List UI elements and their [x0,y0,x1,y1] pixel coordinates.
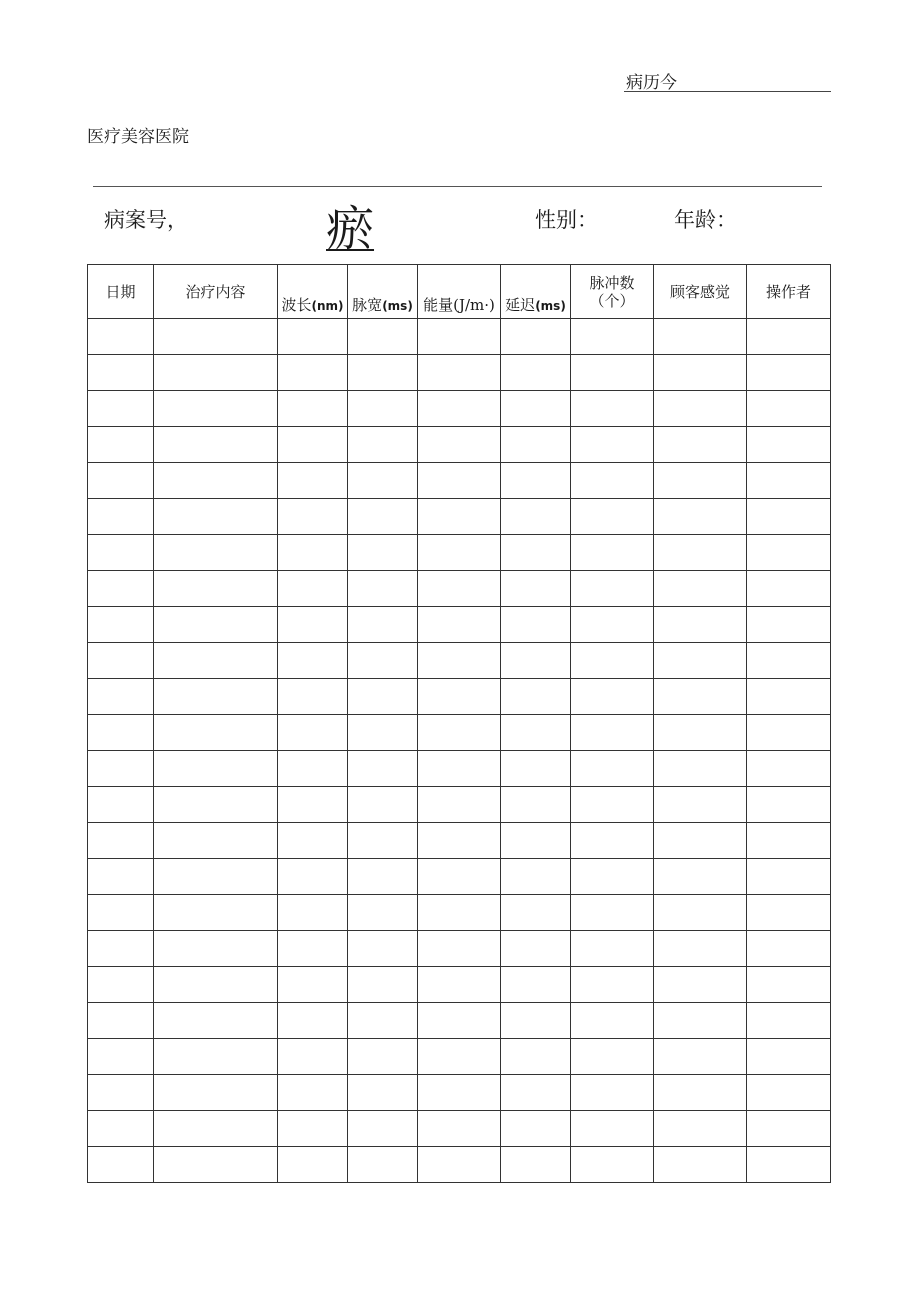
table-cell[interactable] [278,1039,348,1075]
table-cell[interactable] [418,823,501,859]
table-cell[interactable] [501,1111,571,1147]
table-cell[interactable] [154,1111,278,1147]
table-cell[interactable] [571,427,654,463]
table-cell[interactable] [571,1111,654,1147]
table-cell[interactable] [154,787,278,823]
table-row [88,1003,831,1039]
table-cell[interactable] [747,499,831,535]
table-cell[interactable] [571,823,654,859]
table-cell[interactable] [154,1003,278,1039]
table-cell[interactable] [88,967,154,1003]
table-row [88,1075,831,1111]
table-cell[interactable] [571,1003,654,1039]
table-cell[interactable] [654,499,747,535]
col-header-customer-feeling: 顾客感觉 [654,265,747,319]
table-cell[interactable] [654,787,747,823]
table-cell[interactable] [88,895,154,931]
table-row [88,643,831,679]
table-cell[interactable] [154,319,278,355]
table-cell[interactable] [88,823,154,859]
table-cell[interactable] [501,1147,571,1183]
table-cell[interactable] [418,751,501,787]
table-cell[interactable] [88,1003,154,1039]
table-cell[interactable] [154,391,278,427]
table-cell[interactable] [747,931,831,967]
table-cell[interactable] [654,895,747,931]
table-cell[interactable] [418,1003,501,1039]
table-cell[interactable] [278,643,348,679]
table-cell[interactable] [278,1111,348,1147]
table-cell[interactable] [501,1039,571,1075]
table-cell[interactable] [154,715,278,751]
table-cell[interactable] [571,751,654,787]
table-cell[interactable] [747,859,831,895]
col-header-pulse-width: 脉宽(ms) [348,265,418,319]
table-cell[interactable] [747,571,831,607]
table-cell[interactable] [501,535,571,571]
table-cell[interactable] [501,679,571,715]
table-cell[interactable] [154,895,278,931]
table-row [88,679,831,715]
table-cell[interactable] [501,823,571,859]
table-cell[interactable] [654,535,747,571]
table-cell[interactable] [654,1075,747,1111]
case-number-label: 病案号， [104,208,188,232]
col-header-operator: 操作者 [747,265,831,319]
col-header-wavelength: 波长(nm) [278,265,348,319]
table-cell[interactable] [154,355,278,391]
table-cell[interactable] [571,643,654,679]
table-cell[interactable] [278,1147,348,1183]
table-cell[interactable] [348,751,418,787]
table-cell[interactable] [278,355,348,391]
table-cell[interactable] [348,1147,418,1183]
table-cell[interactable] [747,355,831,391]
table-cell[interactable] [747,607,831,643]
table-cell[interactable] [348,643,418,679]
table-cell[interactable] [348,391,418,427]
table-cell[interactable] [154,607,278,643]
table-cell[interactable] [348,787,418,823]
table-cell[interactable] [501,1003,571,1039]
table-cell[interactable] [88,463,154,499]
table-cell[interactable] [278,1003,348,1039]
table-cell[interactable] [501,499,571,535]
table-cell[interactable] [654,1039,747,1075]
table-cell[interactable] [278,607,348,643]
table-cell[interactable] [88,715,154,751]
table-cell[interactable] [348,967,418,1003]
table-cell[interactable] [418,355,501,391]
table-cell[interactable] [88,535,154,571]
patient-name-char: 瘀 [326,201,375,257]
table-row [88,427,831,463]
col-header-delay: 延迟(ms) [501,265,571,319]
table-cell[interactable] [278,427,348,463]
table-cell[interactable] [654,319,747,355]
table-cell[interactable] [571,859,654,895]
table-cell[interactable] [571,967,654,1003]
table-cell[interactable] [654,643,747,679]
table-cell[interactable] [418,715,501,751]
age-label: 年龄： [674,208,737,232]
table-cell[interactable] [501,319,571,355]
table-cell[interactable] [88,1111,154,1147]
table-cell[interactable] [88,427,154,463]
table-cell[interactable] [418,607,501,643]
table-cell[interactable] [418,391,501,427]
table-row [88,1147,831,1183]
table-cell[interactable] [501,643,571,679]
table-cell[interactable] [88,319,154,355]
table-cell[interactable] [88,751,154,787]
table-cell[interactable] [348,499,418,535]
table-cell[interactable] [747,787,831,823]
table-cell[interactable] [654,607,747,643]
table-cell[interactable] [501,391,571,427]
table-cell[interactable] [747,1003,831,1039]
table-row [88,571,831,607]
table-cell[interactable] [418,859,501,895]
table-cell[interactable] [278,499,348,535]
table-cell[interactable] [747,391,831,427]
table-cell[interactable] [278,535,348,571]
table-row [88,931,831,967]
table-cell[interactable] [654,391,747,427]
table-cell[interactable] [747,319,831,355]
col-header-energy: 能量(J/m·) [418,265,501,319]
table-cell[interactable] [501,751,571,787]
table-cell[interactable] [278,319,348,355]
table-cell[interactable] [654,967,747,1003]
table-cell[interactable] [348,931,418,967]
table-cell[interactable] [348,859,418,895]
table-cell[interactable] [278,967,348,1003]
table-cell[interactable] [501,967,571,1003]
sex-label: 性别： [535,208,598,232]
table-row [88,391,831,427]
table-cell[interactable] [278,571,348,607]
table-cell[interactable] [654,715,747,751]
table-row [88,1111,831,1147]
table-cell[interactable] [747,715,831,751]
table-row [88,319,831,355]
table-cell[interactable] [571,571,654,607]
table-cell[interactable] [154,643,278,679]
table-cell[interactable] [501,1075,571,1111]
table-cell[interactable] [747,1075,831,1111]
table-cell[interactable] [654,1111,747,1147]
table-cell[interactable] [154,499,278,535]
table-cell[interactable] [154,463,278,499]
table-cell[interactable] [501,355,571,391]
table-row [88,535,831,571]
table-cell[interactable] [747,535,831,571]
table-cell[interactable] [348,1003,418,1039]
table-cell[interactable] [348,463,418,499]
table-cell[interactable] [418,1111,501,1147]
table-body [88,319,831,1183]
table-cell[interactable] [418,679,501,715]
table-cell[interactable] [571,679,654,715]
table-row [88,751,831,787]
table-cell[interactable] [278,931,348,967]
table-cell[interactable] [571,535,654,571]
table-cell[interactable] [418,967,501,1003]
table-cell[interactable] [501,859,571,895]
table-cell[interactable] [278,715,348,751]
table-cell[interactable] [348,535,418,571]
table-row [88,607,831,643]
table-cell[interactable] [88,571,154,607]
table-cell[interactable] [571,499,654,535]
table-cell[interactable] [278,859,348,895]
table-cell[interactable] [654,751,747,787]
table-row [88,895,831,931]
table-cell[interactable] [88,931,154,967]
table-cell[interactable] [501,931,571,967]
table-cell[interactable] [418,499,501,535]
table-cell[interactable] [88,607,154,643]
table-cell[interactable] [154,427,278,463]
table-cell[interactable] [348,1111,418,1147]
medical-record-label: 病历今 [626,73,677,93]
table-cell[interactable] [571,1075,654,1111]
table-cell[interactable] [88,1147,154,1183]
table-cell[interactable] [88,1075,154,1111]
col-header-treatment: 治疗内容 [154,265,278,319]
table-cell[interactable] [88,1039,154,1075]
table-cell[interactable] [418,1039,501,1075]
table-cell[interactable] [501,895,571,931]
table-cell[interactable] [154,1039,278,1075]
table-cell[interactable] [571,895,654,931]
table-cell[interactable] [154,751,278,787]
table-row [88,1039,831,1075]
table-row [88,715,831,751]
table-cell[interactable] [571,607,654,643]
table-cell[interactable] [418,463,501,499]
table-cell[interactable] [571,715,654,751]
table-cell[interactable] [418,1147,501,1183]
table-cell[interactable] [348,715,418,751]
table-cell[interactable] [278,463,348,499]
table-cell[interactable] [278,751,348,787]
table-cell[interactable] [571,319,654,355]
table-cell[interactable] [88,679,154,715]
table-cell[interactable] [654,427,747,463]
table-cell[interactable] [747,751,831,787]
table-cell[interactable] [654,463,747,499]
table-cell[interactable] [278,1075,348,1111]
table-cell[interactable] [348,607,418,643]
table-cell[interactable] [747,679,831,715]
table-cell[interactable] [348,823,418,859]
table-cell[interactable] [501,715,571,751]
table-cell[interactable] [654,679,747,715]
table-cell[interactable] [154,571,278,607]
table-cell[interactable] [418,787,501,823]
table-cell[interactable] [571,1039,654,1075]
table-cell[interactable] [154,859,278,895]
table-cell[interactable] [747,895,831,931]
table-cell[interactable] [154,967,278,1003]
header-divider [93,186,822,187]
table-cell[interactable] [88,643,154,679]
table-cell[interactable] [501,571,571,607]
table-cell[interactable] [278,679,348,715]
table-cell[interactable] [747,463,831,499]
table-cell[interactable] [747,1039,831,1075]
table-cell[interactable] [571,463,654,499]
table-cell[interactable] [154,679,278,715]
table-cell[interactable] [571,391,654,427]
table-cell[interactable] [418,427,501,463]
record-number-line [624,91,831,92]
table-cell[interactable] [154,1075,278,1111]
table-cell[interactable] [278,787,348,823]
table-cell[interactable] [418,643,501,679]
table-header-row [88,265,831,319]
table-row [88,859,831,895]
table-cell[interactable] [654,859,747,895]
col-header-date: 日期 [88,265,154,319]
table-cell[interactable] [747,967,831,1003]
table-cell[interactable] [154,823,278,859]
table-cell[interactable] [418,319,501,355]
table-cell[interactable] [501,607,571,643]
table-cell[interactable] [418,571,501,607]
table-cell[interactable] [348,355,418,391]
table-cell[interactable] [418,1075,501,1111]
table-cell[interactable] [654,1147,747,1183]
table-cell[interactable] [501,427,571,463]
table-row [88,967,831,1003]
table-cell[interactable] [278,823,348,859]
table-cell[interactable] [747,643,831,679]
table-row [88,355,831,391]
table-cell[interactable] [747,1111,831,1147]
table-cell[interactable] [348,895,418,931]
table-cell[interactable] [747,1147,831,1183]
table-cell[interactable] [88,391,154,427]
hospital-name: 医疗美容医院 [87,127,189,147]
table-cell[interactable] [348,427,418,463]
table-cell[interactable] [278,895,348,931]
table-row [88,787,831,823]
table-row [88,823,831,859]
table-cell[interactable] [154,535,278,571]
table-cell[interactable] [571,787,654,823]
table-cell[interactable] [278,391,348,427]
table-cell[interactable] [348,1075,418,1111]
table-cell[interactable] [654,355,747,391]
table-cell[interactable] [418,895,501,931]
table-cell[interactable] [88,859,154,895]
col-header-pulse-count: 脉冲数 （个） [571,265,654,319]
table-cell[interactable] [348,319,418,355]
table-cell[interactable] [654,571,747,607]
table-cell[interactable] [348,1039,418,1075]
table-cell[interactable] [418,535,501,571]
table-cell[interactable] [154,1147,278,1183]
table-cell[interactable] [501,463,571,499]
table-cell[interactable] [88,787,154,823]
table-cell[interactable] [418,931,501,967]
table-cell[interactable] [747,823,831,859]
table-cell[interactable] [654,931,747,967]
table-cell[interactable] [88,355,154,391]
table-cell[interactable] [154,931,278,967]
table-cell[interactable] [348,679,418,715]
table-row [88,499,831,535]
table-cell[interactable] [654,823,747,859]
table-cell[interactable] [348,571,418,607]
table-cell[interactable] [501,787,571,823]
table-row [88,463,831,499]
table-cell[interactable] [571,355,654,391]
table-cell[interactable] [654,1003,747,1039]
treatment-record-table [87,264,831,1183]
table-cell[interactable] [571,1147,654,1183]
table-cell[interactable] [571,931,654,967]
table-cell[interactable] [88,499,154,535]
table-cell[interactable] [747,427,831,463]
